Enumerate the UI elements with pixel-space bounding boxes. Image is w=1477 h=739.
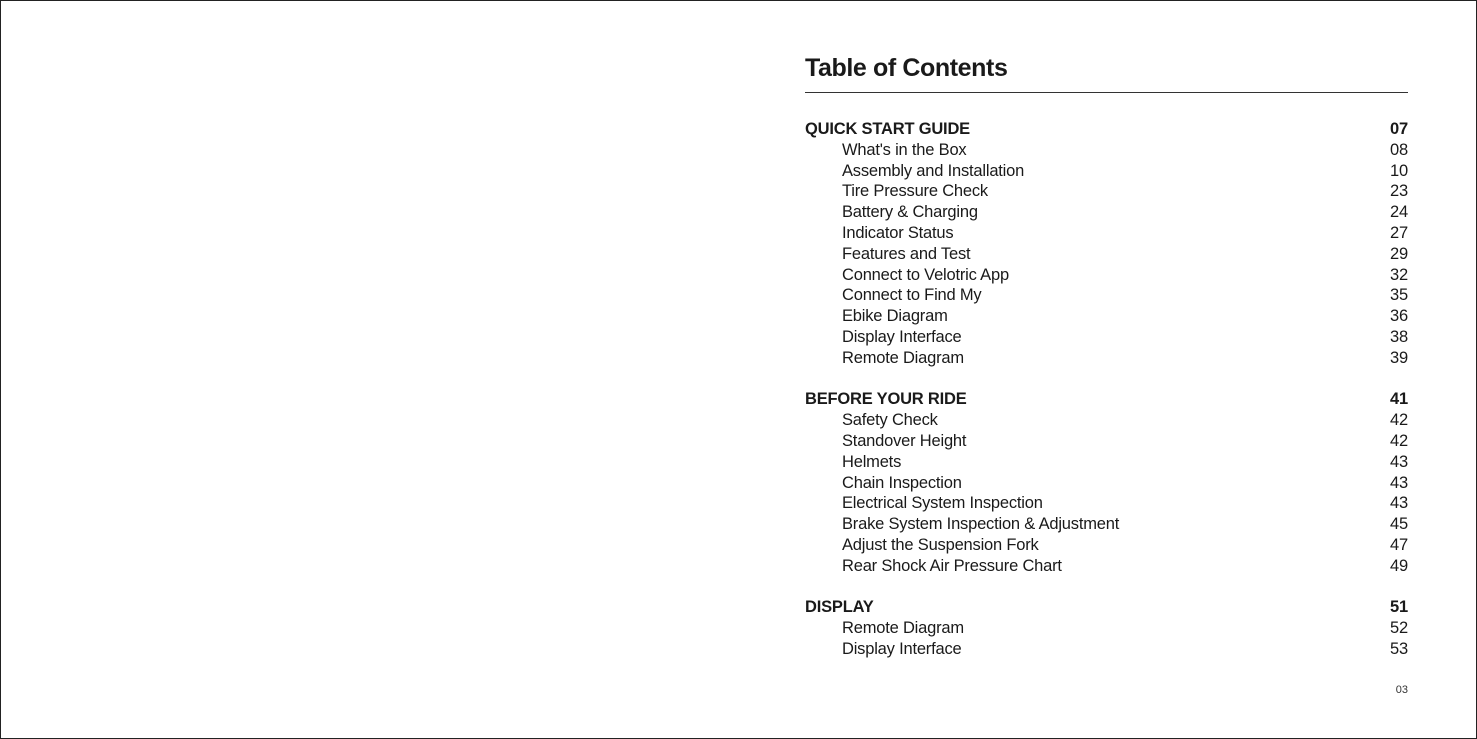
toc-entry-label: Remote Diagram (842, 619, 964, 638)
toc-section-heading[interactable] (805, 389, 1408, 410)
toc-entry[interactable] (805, 556, 1408, 577)
toc-entry-label: Display Interface (842, 639, 962, 658)
toc-entry-page-number: 39 (1390, 348, 1408, 367)
toc-section (805, 597, 1408, 659)
title-divider (805, 92, 1408, 93)
toc-entry-page-number: 10 (1390, 161, 1408, 180)
toc-entry-label: Chain Inspection (842, 473, 962, 492)
toc-entry-page-number: 36 (1390, 307, 1408, 326)
section-heading-label: QUICK START GUIDE (805, 120, 970, 138)
toc-entry[interactable] (805, 410, 1408, 431)
page-number: 03 (1395, 684, 1408, 696)
toc-entry-page-number: 52 (1390, 619, 1408, 638)
toc-entry-page-number: 27 (1390, 223, 1408, 242)
toc-entry[interactable] (805, 244, 1408, 265)
toc-entry-label: Electrical System Inspection (842, 494, 1043, 513)
toc-entry-page-number: 45 (1390, 515, 1408, 534)
toc-entry[interactable] (805, 223, 1408, 244)
toc-entry-label: What's in the Box (842, 140, 967, 159)
toc-entry-label: Display Interface (842, 327, 962, 346)
toc-entry[interactable] (805, 535, 1408, 556)
toc-entry[interactable] (805, 431, 1408, 452)
toc-entry-label: Indicator Status (842, 223, 954, 242)
toc-entry[interactable] (805, 285, 1408, 306)
toc-entry-label: Ebike Diagram (842, 307, 948, 326)
toc-section-heading[interactable] (805, 597, 1408, 618)
page-title: Table of Contents (805, 54, 1008, 82)
toc-entry-page-number: 35 (1390, 286, 1408, 305)
toc-entry-page-number: 42 (1390, 431, 1408, 450)
toc-entry-label: Tire Pressure Check (842, 182, 988, 201)
toc-entry[interactable] (805, 327, 1408, 348)
toc-section-heading[interactable] (805, 119, 1408, 140)
toc-entry-page-number: 42 (1390, 411, 1408, 430)
toc-entry-page-number: 23 (1390, 182, 1408, 201)
toc-entry-page-number: 43 (1390, 473, 1408, 492)
toc-entry[interactable] (805, 161, 1408, 182)
toc-entry[interactable] (805, 452, 1408, 473)
toc-entry-label: Connect to Velotric App (842, 265, 1009, 284)
toc-entry-label: Adjust the Suspension Fork (842, 535, 1039, 554)
toc-entry[interactable] (805, 348, 1408, 369)
toc-entry-page-number: 47 (1390, 535, 1408, 554)
section-heading-label: DISPLAY (805, 598, 874, 617)
toc-entry-page-number: 29 (1390, 244, 1408, 263)
toc-entry[interactable] (805, 306, 1408, 327)
table-of-contents (805, 52, 1408, 681)
section-page-number: 51 (1390, 598, 1408, 617)
toc-entry-page-number: 53 (1390, 639, 1408, 658)
toc-entry-page-number: 24 (1390, 203, 1408, 222)
section-page-number: 07 (1390, 120, 1408, 138)
toc-entry-label: Connect to Find My (842, 286, 982, 305)
toc-entry-label: Features and Test (842, 244, 971, 263)
toc-entry-label: Battery & Charging (842, 203, 978, 222)
toc-entry-page-number: 38 (1390, 327, 1408, 346)
toc-entry[interactable] (805, 618, 1408, 639)
toc-entry-page-number: 49 (1390, 556, 1408, 575)
toc-entry-label: Helmets (842, 452, 902, 471)
toc-entry[interactable] (805, 514, 1408, 535)
toc-entry[interactable] (805, 181, 1408, 202)
toc-section-list (805, 119, 1408, 660)
toc-section (805, 119, 1408, 369)
toc-entry-label: Safety Check (842, 411, 938, 430)
toc-entry-label: Standover Height (842, 431, 967, 450)
toc-entry-page-number: 08 (1390, 140, 1408, 159)
toc-section (805, 389, 1408, 576)
toc-entry-page-number: 43 (1390, 452, 1408, 471)
toc-entry[interactable] (805, 140, 1408, 161)
toc-entry-page-number: 32 (1390, 265, 1408, 284)
toc-entry[interactable] (805, 473, 1408, 494)
toc-entry-page-number: 43 (1390, 494, 1408, 513)
toc-entry-label: Brake System Inspection & Adjustment (842, 515, 1120, 534)
toc-entry-label: Remote Diagram (842, 348, 964, 367)
toc-entry[interactable] (805, 202, 1408, 223)
toc-entry-label: Assembly and Installation (842, 161, 1025, 180)
section-page-number: 41 (1390, 390, 1408, 409)
toc-entry-label: Rear Shock Air Pressure Chart (842, 556, 1062, 575)
toc-entry[interactable] (805, 493, 1408, 514)
toc-entry[interactable] (805, 265, 1408, 286)
toc-entry[interactable] (805, 639, 1408, 660)
section-heading-label: BEFORE YOUR RIDE (805, 390, 967, 409)
